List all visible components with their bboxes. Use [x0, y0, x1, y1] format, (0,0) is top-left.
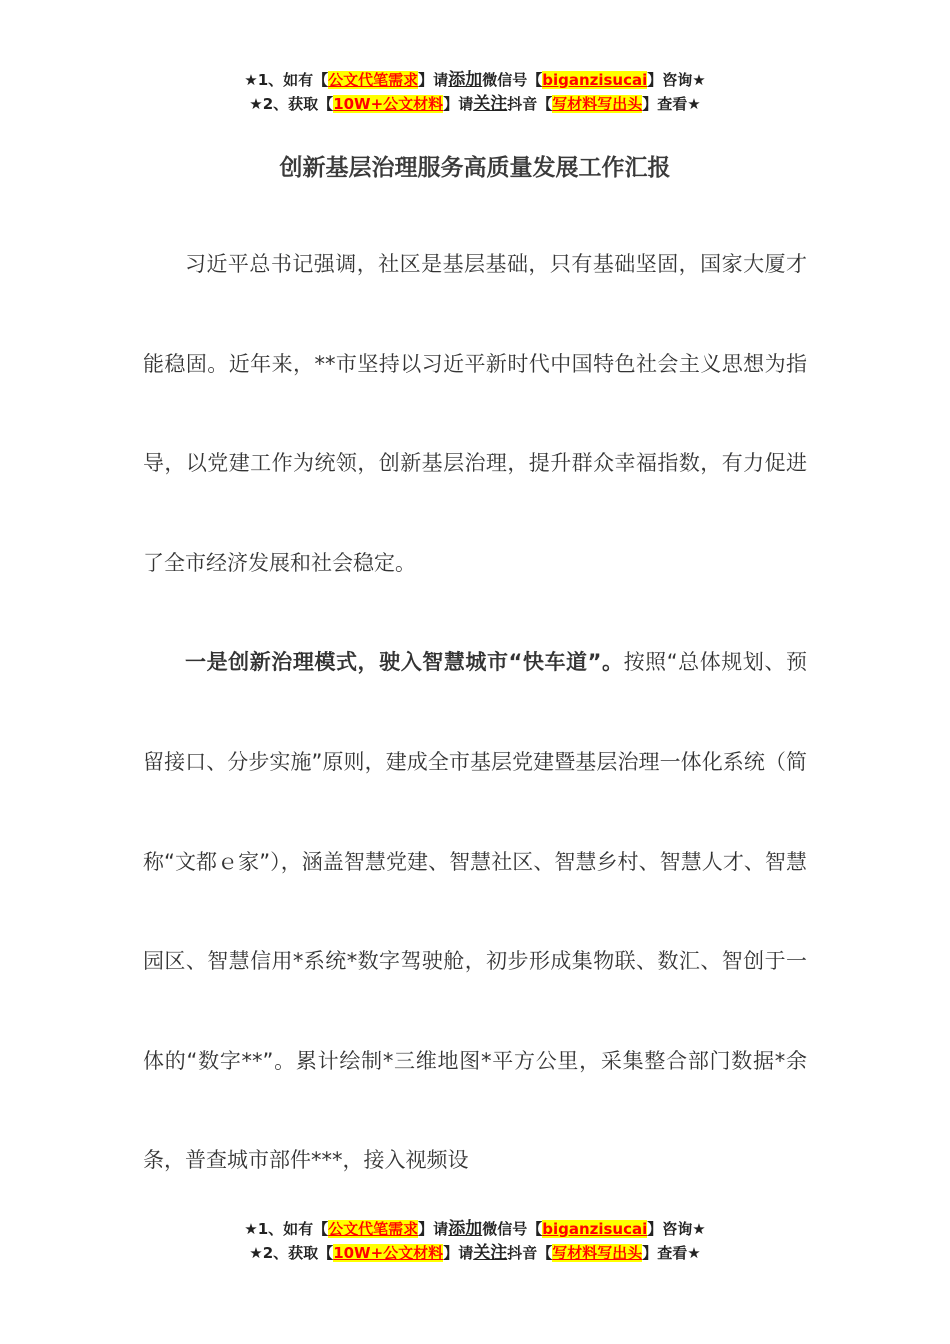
promo-text: 】请: [443, 95, 474, 113]
promo-text: 】请: [443, 1244, 474, 1262]
promo-text: 】咨询★: [647, 1220, 706, 1238]
promo-emphasis: 添加: [448, 70, 483, 90]
promo-line-2: [0, 1241, 950, 1265]
promo-highlight: biganzisucai: [542, 71, 648, 89]
promo-emphasis: 添加: [448, 1219, 483, 1239]
promo-emphasis: 关注: [473, 1243, 508, 1263]
promo-text: 微信号【: [482, 1220, 543, 1238]
promo-line-1: [0, 1217, 950, 1241]
promo-text: 】咨询★: [647, 71, 706, 89]
paragraph-section-1: [143, 613, 807, 1211]
promo-highlight: 10W+公文材料: [333, 1244, 444, 1262]
section-body: 按照“总体规划、预留接口、分步实施”原则，建成全市基层党建暨基层治理一体化系统（简称“文都ｅ家”），涵盖智慧党建、智慧社区、智慧乡村、智慧人才、智慧园区、智慧信用*系统*数字驾驶舱，初步形成集物联、数汇、智创于一体的“数字**”。累计绘制*三维地图*平方公里，采集整合部门数据*余条，普查城市部件***，接入视频设: [143, 650, 807, 1173]
promo-highlight: biganzisucai: [542, 1220, 648, 1238]
paragraph-intro: 习近平总书记强调，社区是基层基础，只有基础坚固，国家大厦才能稳固。近年来，**市坚持以习近平新时代中国特色社会主义思想为指导，以党建工作为统领，创新基层治理，提升群众幸福指数，有力促进了全市经济发展和社会稳定。: [143, 252, 807, 575]
promo-text: 抖音【: [507, 95, 553, 113]
promo-line-2: [0, 92, 950, 116]
promo-text: 】请: [418, 71, 449, 89]
promo-highlight: 写材料写出头: [552, 95, 643, 113]
promo-text: 】请: [418, 1220, 449, 1238]
promo-text: ★2、获取【: [249, 95, 334, 113]
promo-text: 】查看★: [642, 95, 701, 113]
section-lead: 一是创新治理模式，驶入智慧城市“快车道”。: [185, 650, 624, 675]
promo-highlight: 10W+公文材料: [333, 95, 444, 113]
promo-emphasis: 关注: [473, 94, 508, 114]
promo-highlight: 公文代笔需求: [328, 1220, 419, 1238]
promo-text: ★1、如有【: [244, 1220, 329, 1238]
promo-text: 微信号【: [482, 71, 543, 89]
promo-line-1: [0, 68, 950, 92]
promo-highlight: 写材料写出头: [552, 1244, 643, 1262]
document-title: 创新基层治理服务高质量发展工作汇报: [279, 155, 671, 181]
footer-promo-banner: [0, 1217, 950, 1265]
header-promo-banner: [0, 68, 950, 116]
promo-text: 】查看★: [642, 1244, 701, 1262]
promo-text: 抖音【: [507, 1244, 553, 1262]
document-body: [143, 215, 807, 1211]
promo-highlight: 公文代笔需求: [328, 71, 419, 89]
promo-text: ★2、获取【: [249, 1244, 334, 1262]
promo-text: ★1、如有【: [244, 71, 329, 89]
